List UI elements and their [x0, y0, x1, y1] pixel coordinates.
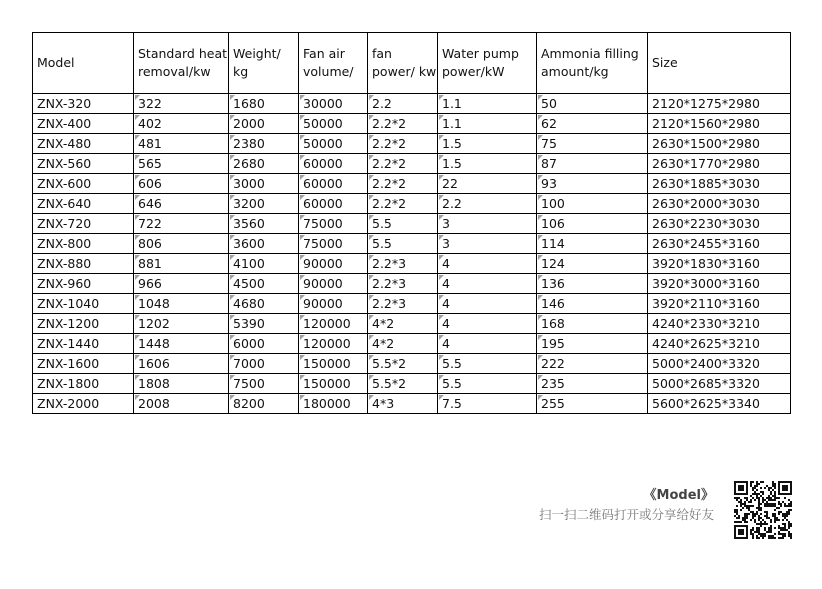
- table-cell: 2.2*2: [368, 134, 438, 154]
- table-cell: 2630*2000*3030: [648, 194, 791, 214]
- model-cell: ZNX-600: [33, 174, 134, 194]
- table-row: [33, 274, 791, 294]
- table-cell: 93: [537, 174, 648, 194]
- table-cell: 90000: [299, 274, 368, 294]
- table-cell: 50000: [299, 134, 368, 154]
- table-cell: 722: [134, 214, 229, 234]
- table-cell: 2.2: [368, 94, 438, 114]
- table-cell: 87: [537, 154, 648, 174]
- table-cell: 60000: [299, 174, 368, 194]
- model-cell: ZNX-560: [33, 154, 134, 174]
- table-cell: 7000: [229, 354, 299, 374]
- table-cell: 2.2*2: [368, 194, 438, 214]
- table-cell: 5.5*2: [368, 354, 438, 374]
- table-cell: 4*2: [368, 314, 438, 334]
- table-row: [33, 94, 791, 114]
- table-cell: 90000: [299, 294, 368, 314]
- table-cell: 1680: [229, 94, 299, 114]
- table-cell: 168: [537, 314, 648, 334]
- table-cell: 1448: [134, 334, 229, 354]
- table-cell: 4*2: [368, 334, 438, 354]
- table-row: [33, 114, 791, 134]
- table-cell: 565: [134, 154, 229, 174]
- table-cell: 120000: [299, 314, 368, 334]
- table-cell: 180000: [299, 394, 368, 414]
- table-cell: 62: [537, 114, 648, 134]
- table-cell: 3920*3000*3160: [648, 274, 791, 294]
- table-cell: 235: [537, 374, 648, 394]
- table-cell: 60000: [299, 194, 368, 214]
- table-row: [33, 134, 791, 154]
- table-cell: 3000: [229, 174, 299, 194]
- table-cell: 5000*2685*3320: [648, 374, 791, 394]
- table-cell: 22: [438, 174, 537, 194]
- table-cell: 2630*1885*3030: [648, 174, 791, 194]
- table-cell: 5.5: [368, 214, 438, 234]
- header-cell: Size: [648, 33, 791, 94]
- table-cell: 2.2*2: [368, 154, 438, 174]
- table-row: [33, 314, 791, 334]
- table-row: [33, 254, 791, 274]
- table-cell: 150000: [299, 354, 368, 374]
- table-cell: 2630*2230*3030: [648, 214, 791, 234]
- model-cell: ZNX-320: [33, 94, 134, 114]
- table-cell: 5.5: [438, 354, 537, 374]
- table-cell: 2.2*2: [368, 114, 438, 134]
- table-cell: 124: [537, 254, 648, 274]
- table-cell: 2.2*3: [368, 294, 438, 314]
- table-cell: 50: [537, 94, 648, 114]
- table-cell: 30000: [299, 94, 368, 114]
- table-cell: 4: [438, 314, 537, 334]
- model-cell: ZNX-1440: [33, 334, 134, 354]
- table-cell: 50000: [299, 114, 368, 134]
- table-cell: 4: [438, 274, 537, 294]
- model-cell: ZNX-480: [33, 134, 134, 154]
- table-cell: 3920*1830*3160: [648, 254, 791, 274]
- model-cell: ZNX-400: [33, 114, 134, 134]
- table-cell: 4500: [229, 274, 299, 294]
- model-cell: ZNX-1600: [33, 354, 134, 374]
- table-cell: 60000: [299, 154, 368, 174]
- table-cell: 4: [438, 254, 537, 274]
- table-cell: 322: [134, 94, 229, 114]
- table-cell: 3560: [229, 214, 299, 234]
- header-cell: Standard heat removal/kw: [134, 33, 229, 94]
- model-cell: ZNX-2000: [33, 394, 134, 414]
- table-cell: 4: [438, 294, 537, 314]
- table-cell: 2630*1770*2980: [648, 154, 791, 174]
- table-row: [33, 334, 791, 354]
- qr-code-icon[interactable]: [734, 481, 792, 539]
- table-cell: 5000*2400*3320: [648, 354, 791, 374]
- model-cell: ZNX-640: [33, 194, 134, 214]
- table-cell: 120000: [299, 334, 368, 354]
- table-cell: 3200: [229, 194, 299, 214]
- table-cell: 646: [134, 194, 229, 214]
- table-cell: 8200: [229, 394, 299, 414]
- table-cell: 5.5: [368, 234, 438, 254]
- model-cell: ZNX-1200: [33, 314, 134, 334]
- table-cell: 2008: [134, 394, 229, 414]
- table-row: [33, 174, 791, 194]
- table-cell: 7.5: [438, 394, 537, 414]
- share-caption: 扫一扫二维码打开或分享给好友: [538, 507, 714, 522]
- table-cell: 255: [537, 394, 648, 414]
- table-cell: 1.1: [438, 94, 537, 114]
- table-cell: 5.5: [438, 374, 537, 394]
- table-row: [33, 214, 791, 234]
- share-footer: [539, 487, 714, 525]
- table-cell: 75: [537, 134, 648, 154]
- table-cell: 806: [134, 234, 229, 254]
- table-cell: 2380: [229, 134, 299, 154]
- table-cell: 881: [134, 254, 229, 274]
- table-cell: 5390: [229, 314, 299, 334]
- model-cell: ZNX-800: [33, 234, 134, 254]
- table-cell: 3: [438, 234, 537, 254]
- table-cell: 150000: [299, 374, 368, 394]
- table-cell: 2.2: [438, 194, 537, 214]
- table-cell: 114: [537, 234, 648, 254]
- table-cell: 1808: [134, 374, 229, 394]
- table-cell: 4240*2625*3210: [648, 334, 791, 354]
- table-cell: 146: [537, 294, 648, 314]
- table-cell: 4: [438, 334, 537, 354]
- table-cell: 6000: [229, 334, 299, 354]
- table-cell: 195: [537, 334, 648, 354]
- table-cell: 606: [134, 174, 229, 194]
- table-cell: 481: [134, 134, 229, 154]
- table-cell: 2120*1560*2980: [648, 114, 791, 134]
- table-cell: 222: [537, 354, 648, 374]
- table-cell: 1048: [134, 294, 229, 314]
- header-cell: Weight/ kg: [229, 33, 299, 94]
- spec-table: [32, 32, 791, 414]
- table-cell: 2000: [229, 114, 299, 134]
- table-cell: 3600: [229, 234, 299, 254]
- model-cell: ZNX-960: [33, 274, 134, 294]
- header-cell: fan power/ kw: [368, 33, 438, 94]
- table-cell: 402: [134, 114, 229, 134]
- table-cell: 2.2*2: [368, 174, 438, 194]
- table-cell: 1.5: [438, 134, 537, 154]
- header-cell: Water pump power/kW: [438, 33, 537, 94]
- table-cell: 2630*1500*2980: [648, 134, 791, 154]
- table-cell: 5600*2625*3340: [648, 394, 791, 414]
- table-cell: 4680: [229, 294, 299, 314]
- model-cell: ZNX-880: [33, 254, 134, 274]
- table-cell: 2120*1275*2980: [648, 94, 791, 114]
- table-cell: 106: [537, 214, 648, 234]
- table-row: [33, 234, 791, 254]
- header-cell: Fan air volume/: [299, 33, 368, 94]
- table-cell: 4*3: [368, 394, 438, 414]
- table-cell: 100: [537, 194, 648, 214]
- header-cell: Model: [33, 33, 134, 94]
- header-cell: Ammonia filling amount/kg: [537, 33, 648, 94]
- model-cell: ZNX-720: [33, 214, 134, 234]
- table-row: [33, 294, 791, 314]
- spec-sheet: [32, 32, 790, 414]
- table-cell: 966: [134, 274, 229, 294]
- header-row: [33, 33, 791, 94]
- table-cell: 1606: [134, 354, 229, 374]
- table-cell: 3: [438, 214, 537, 234]
- table-cell: 1.5: [438, 154, 537, 174]
- table-cell: 5.5*2: [368, 374, 438, 394]
- table-cell: 4100: [229, 254, 299, 274]
- table-cell: 2680: [229, 154, 299, 174]
- table-row: [33, 194, 791, 214]
- table-cell: 1202: [134, 314, 229, 334]
- table-cell: 2.2*3: [368, 254, 438, 274]
- table-cell: 1.1: [438, 114, 537, 134]
- table-cell: 136: [537, 274, 648, 294]
- table-row: [33, 154, 791, 174]
- table-cell: 3920*2110*3160: [648, 294, 791, 314]
- table-row: [33, 374, 791, 394]
- footer-title: 《Model》: [643, 488, 714, 503]
- table-cell: 7500: [229, 374, 299, 394]
- table-row: [33, 354, 791, 374]
- table-cell: 4240*2330*3210: [648, 314, 791, 334]
- table-cell: 90000: [299, 254, 368, 274]
- table-row: [33, 394, 791, 414]
- model-cell: ZNX-1040: [33, 294, 134, 314]
- table-cell: 2630*2455*3160: [648, 234, 791, 254]
- table-cell: 75000: [299, 214, 368, 234]
- table-cell: 75000: [299, 234, 368, 254]
- model-cell: ZNX-1800: [33, 374, 134, 394]
- table-cell: 2.2*3: [368, 274, 438, 294]
